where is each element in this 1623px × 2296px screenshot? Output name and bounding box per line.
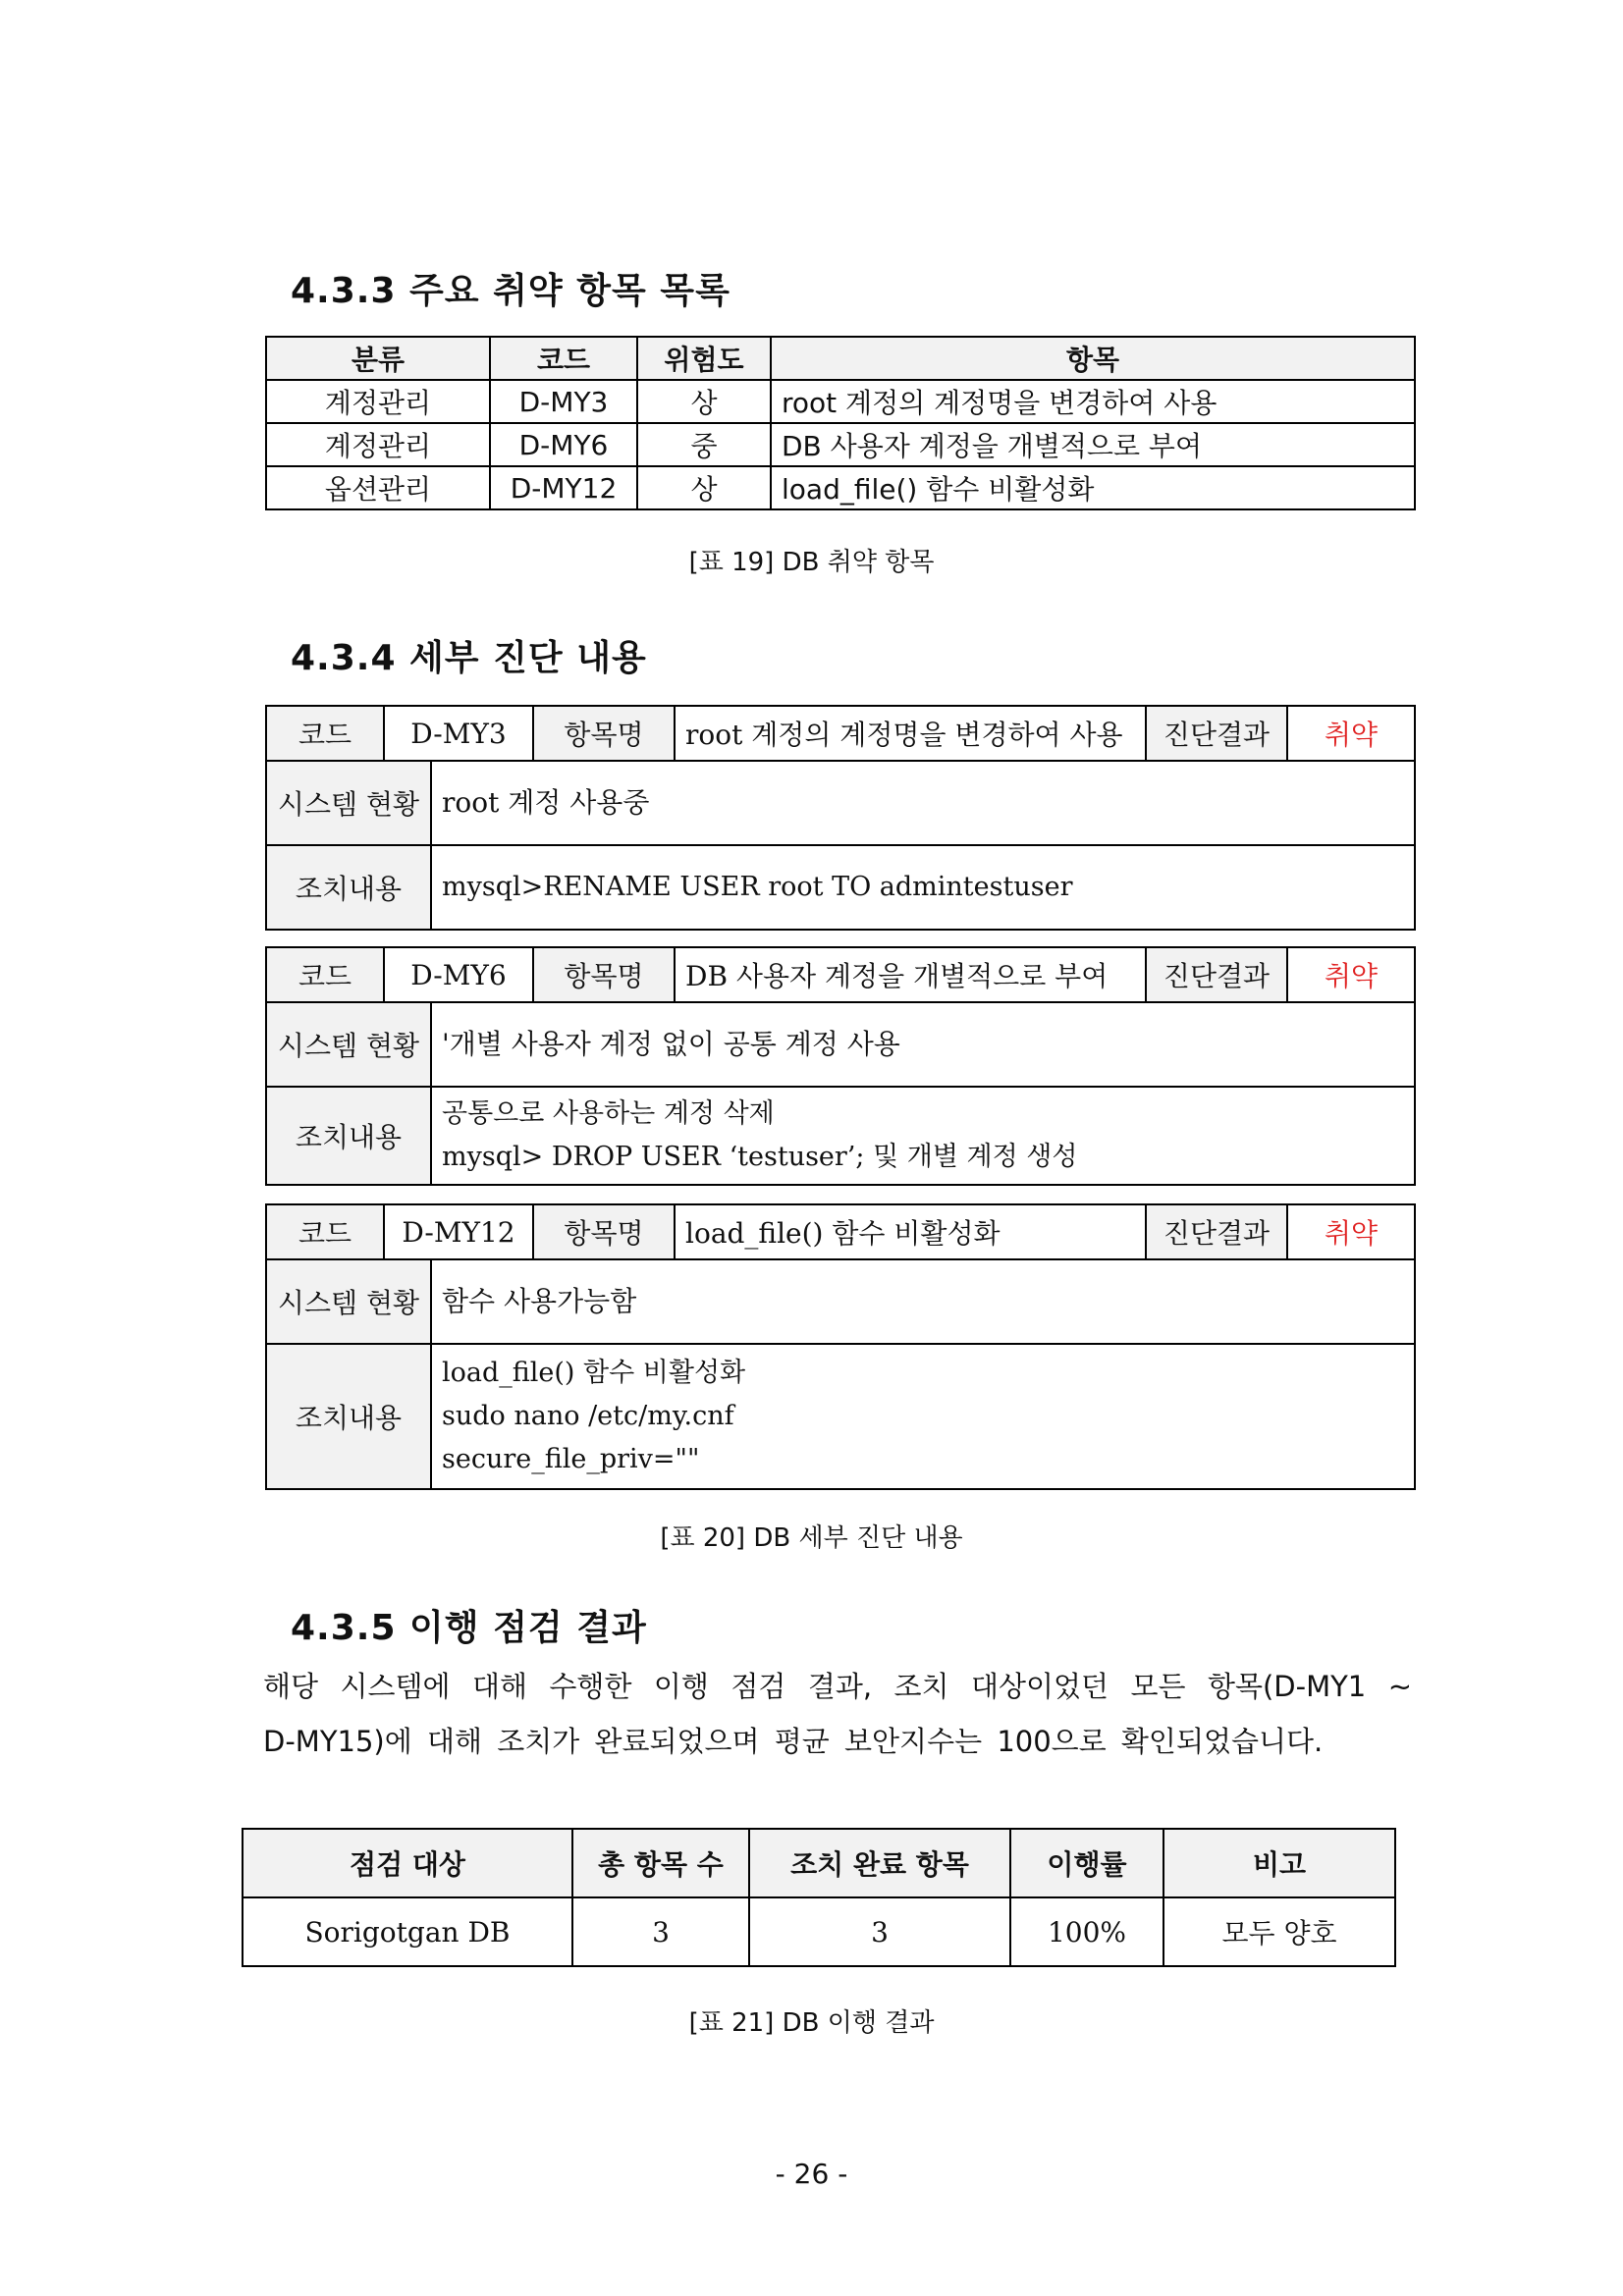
code-label: 코드 xyxy=(266,947,384,1002)
table-header-row xyxy=(243,1829,1395,1897)
action-line: 공통으로 사용하는 계정 삭제 xyxy=(442,1098,775,1129)
system-status-label: 시스템 현황 xyxy=(266,761,431,845)
status-row xyxy=(266,761,1415,845)
system-status-label: 시스템 현황 xyxy=(266,1002,431,1087)
result-label: 진단결과 xyxy=(1146,947,1287,1002)
section-title-434: 4.3.4 세부 진단 내용 xyxy=(291,638,647,678)
table-row xyxy=(266,466,1415,509)
action-label: 조치내용 xyxy=(266,845,431,930)
header-risk: 위험도 xyxy=(637,337,771,380)
detail-header-row xyxy=(266,1204,1415,1259)
detail-table-d-my3 xyxy=(265,705,1416,931)
system-status-value: root 계정 사용중 xyxy=(431,761,1415,845)
system-status-value: '개별 사용자 계정 없이 공통 계정 사용 xyxy=(431,1002,1415,1087)
action-line: secure_file_priv="" xyxy=(442,1444,700,1474)
action-label: 조치내용 xyxy=(266,1087,431,1185)
action-value xyxy=(431,845,1415,930)
cell-risk: 상 xyxy=(637,466,771,509)
item-name-label: 항목명 xyxy=(533,706,675,761)
cell-item: root 계정의 계정명을 변경하여 사용 xyxy=(771,380,1415,423)
paragraph-line: D-MY15)에 대해 조치가 완료되었으며 평균 보안지수는 100으로 확인되었습니다. xyxy=(263,1725,1324,1758)
cell-remarks: 모두 양호 xyxy=(1163,1897,1395,1966)
cell-code: D-MY6 xyxy=(490,423,637,466)
header-completed-items: 조치 완료 항목 xyxy=(749,1829,1010,1897)
table-21-caption: [표 21] DB 이행 결과 xyxy=(688,2008,935,2038)
cell-code: D-MY12 xyxy=(490,466,637,509)
code-value: D-MY6 xyxy=(384,947,533,1002)
action-line: mysql> DROP USER ‘testuser’; 및 개별 계정 생성 xyxy=(442,1142,1078,1172)
action-value xyxy=(431,1087,1415,1185)
result-paragraph xyxy=(263,1659,1412,1769)
code-value: D-MY12 xyxy=(384,1204,533,1259)
table-row xyxy=(266,423,1415,466)
action-line: load_file() 함수 비활성화 xyxy=(442,1358,746,1388)
table-header-row xyxy=(266,337,1415,380)
header-target: 점검 대상 xyxy=(243,1829,572,1897)
action-line: mysql>RENAME USER root TO admintestuser xyxy=(442,872,1073,902)
code-label: 코드 xyxy=(266,1204,384,1259)
action-row xyxy=(266,1344,1415,1489)
detail-header-row xyxy=(266,706,1415,761)
item-name-label: 항목명 xyxy=(533,1204,675,1259)
cell-category: 옵션관리 xyxy=(266,466,490,509)
table-row xyxy=(266,380,1415,423)
result-value: 취약 xyxy=(1287,1204,1415,1259)
action-value xyxy=(431,1344,1415,1489)
cell-code: D-MY3 xyxy=(490,380,637,423)
cell-total-items: 3 xyxy=(572,1897,749,1966)
table-19-caption: [표 19] DB 취약 항목 xyxy=(688,548,935,577)
vulnerability-list-table xyxy=(265,336,1416,510)
system-status-label: 시스템 현황 xyxy=(266,1259,431,1344)
result-value: 취약 xyxy=(1287,947,1415,1002)
cell-risk: 상 xyxy=(637,380,771,423)
action-label: 조치내용 xyxy=(266,1344,431,1489)
item-name-label: 항목명 xyxy=(533,947,675,1002)
result-label: 진단결과 xyxy=(1146,1204,1287,1259)
cell-compliance-rate: 100% xyxy=(1010,1897,1163,1966)
table-row xyxy=(243,1897,1395,1966)
section-title-433: 4.3.3 주요 취약 항목 목록 xyxy=(291,271,730,311)
item-name-value: root 계정의 계정명을 변경하여 사용 xyxy=(675,706,1146,761)
detail-table-d-my6 xyxy=(265,946,1416,1186)
cell-risk: 중 xyxy=(637,423,771,466)
compliance-result-table xyxy=(242,1828,1396,1967)
header-code: 코드 xyxy=(490,337,637,380)
action-row xyxy=(266,845,1415,930)
action-row xyxy=(266,1087,1415,1185)
system-status-value: 함수 사용가능함 xyxy=(431,1259,1415,1344)
cell-item: load_file() 함수 비활성화 xyxy=(771,466,1415,509)
status-row xyxy=(266,1259,1415,1344)
result-value: 취약 xyxy=(1287,706,1415,761)
detail-table-d-my12 xyxy=(265,1203,1416,1490)
result-label: 진단결과 xyxy=(1146,706,1287,761)
header-category: 분류 xyxy=(266,337,490,380)
header-total-items: 총 항목 수 xyxy=(572,1829,749,1897)
cell-category: 계정관리 xyxy=(266,380,490,423)
cell-category: 계정관리 xyxy=(266,423,490,466)
cell-item: DB 사용자 계정을 개별적으로 부여 xyxy=(771,423,1415,466)
action-line: sudo nano /etc/my.cnf xyxy=(442,1401,734,1431)
header-remarks: 비고 xyxy=(1163,1829,1395,1897)
item-name-value: load_file() 함수 비활성화 xyxy=(675,1204,1146,1259)
status-row xyxy=(266,1002,1415,1087)
item-name-value: DB 사용자 계정을 개별적으로 부여 xyxy=(675,947,1146,1002)
header-compliance-rate: 이행률 xyxy=(1010,1829,1163,1897)
code-label: 코드 xyxy=(266,706,384,761)
cell-target: Sorigotgan DB xyxy=(243,1897,572,1966)
paragraph-line: 해당 시스템에 대해 수행한 이행 점검 결과, 조치 대상이었던 모든 항목(D-MY1 ~ xyxy=(263,1670,1412,1703)
detail-header-row xyxy=(266,947,1415,1002)
cell-completed-items: 3 xyxy=(749,1897,1010,1966)
table-20-caption: [표 20] DB 세부 진단 내용 xyxy=(660,1523,963,1553)
section-title-435: 4.3.5 이행 점검 결과 xyxy=(291,1608,647,1648)
code-value: D-MY3 xyxy=(384,706,533,761)
header-item: 항목 xyxy=(771,337,1415,380)
page-number: - 26 - xyxy=(775,2158,848,2190)
